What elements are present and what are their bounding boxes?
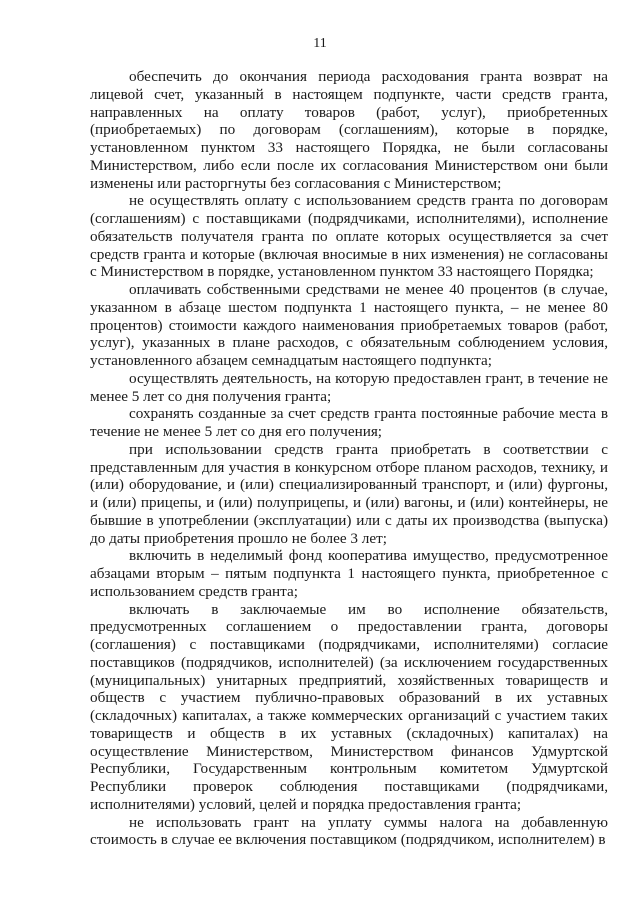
paragraph: обеспечить до окончания периода расходования гранта возврат на лицевой счет, указанный в настоящем подпункте, части средств гранта, направленных на оплату товаров (работ, услуг), приобретенных (приобретаемых) по договорам (соглашениям), которые в порядке, установленном пунктом 33 настоящего Порядка, не были согласованы Министерством, либо если после их согласования Министерством они были изменены или расторгнуты без согласования с Министерством; xyxy=(90,68,608,192)
page-number: 11 xyxy=(313,36,327,51)
paragraph: при использовании средств гранта приобретать в соответствии с представленным для участия в конкурсном отборе планом расходов, технику, и (или) оборудование, и (или) специализированный транспорт, и (или) фургоны, и (или) прицепы, и (или) полуприцепы, и (или) вагоны, и (или) контейнеры, не бывшие в употреблении (эксплуатации) или с даты их производства (выпуска) до даты приобретения прошло не более 3 лет; xyxy=(90,440,608,547)
paragraph: не использовать грант на уплату суммы налога на добавленную стоимость в случае ее включения поставщиком (подрядчиком, исполнителем) в xyxy=(90,813,608,849)
paragraph: включать в заключаемые им во исполнение обязательств, предусмотренных соглашением о предоставлении гранта, договоры (соглашения) с поставщиками (подрядчиками, исполнителями) согласие поставщиков (подрядчиков, исполнителей) (за исключением государственных (муниципальных) унитарных предприятий, хозяйственных товариществ и обществ с участием публично-правовых образований в их уставных (складочных) капиталах, а также коммерческих организаций с участием таких товариществ и обществ в их уставных (складочных) капиталах) на осуществление Министерством, Министерством финансов Удмуртской Республики, Государственным контрольным комитетом Удмуртской Республики проверок соблюдения поставщиками (подрядчиками, исполнителями) условий, целей и порядка предоставления гранта; xyxy=(90,600,608,813)
paragraph: оплачивать собственными средствами не менее 40 процентов (в случае, указанном в абзаце шестом подпункта 1 настоящего пункта, – не менее 80 процентов) стоимости каждого наименования приобретаемых товаров (работ, услуг), указанных в плане расходов, с обязательным соблюдением условия, установленного абзацем семнадцатым настоящего подпункта; xyxy=(90,281,608,369)
document-body xyxy=(90,68,608,849)
paragraph: не осуществлять оплату с использованием средств гранта по договорам (соглашениям) с поставщиками (подрядчиками, исполнителями), исполнение обязательств получателя гранта по оплате которых осуществляется за счет средств гранта и которые (включая вносимые в них изменения) не согласованы с Министерством в порядке, установленном пунктом 33 настоящего Порядка; xyxy=(90,192,608,281)
paragraph: сохранять созданные за счет средств гранта постоянные рабочие места в течение не менее 5 лет со дня его получения; xyxy=(90,405,608,440)
paragraph: включить в неделимый фонд кооператива имущество, предусмотренное абзацами вторым – пятым подпункта 1 настоящего пункта, приобретенное с использованием средств гранта; xyxy=(90,547,608,600)
paragraph: осуществлять деятельность, на которую предоставлен грант, в течение не менее 5 лет со дня получения гранта; xyxy=(90,369,608,405)
